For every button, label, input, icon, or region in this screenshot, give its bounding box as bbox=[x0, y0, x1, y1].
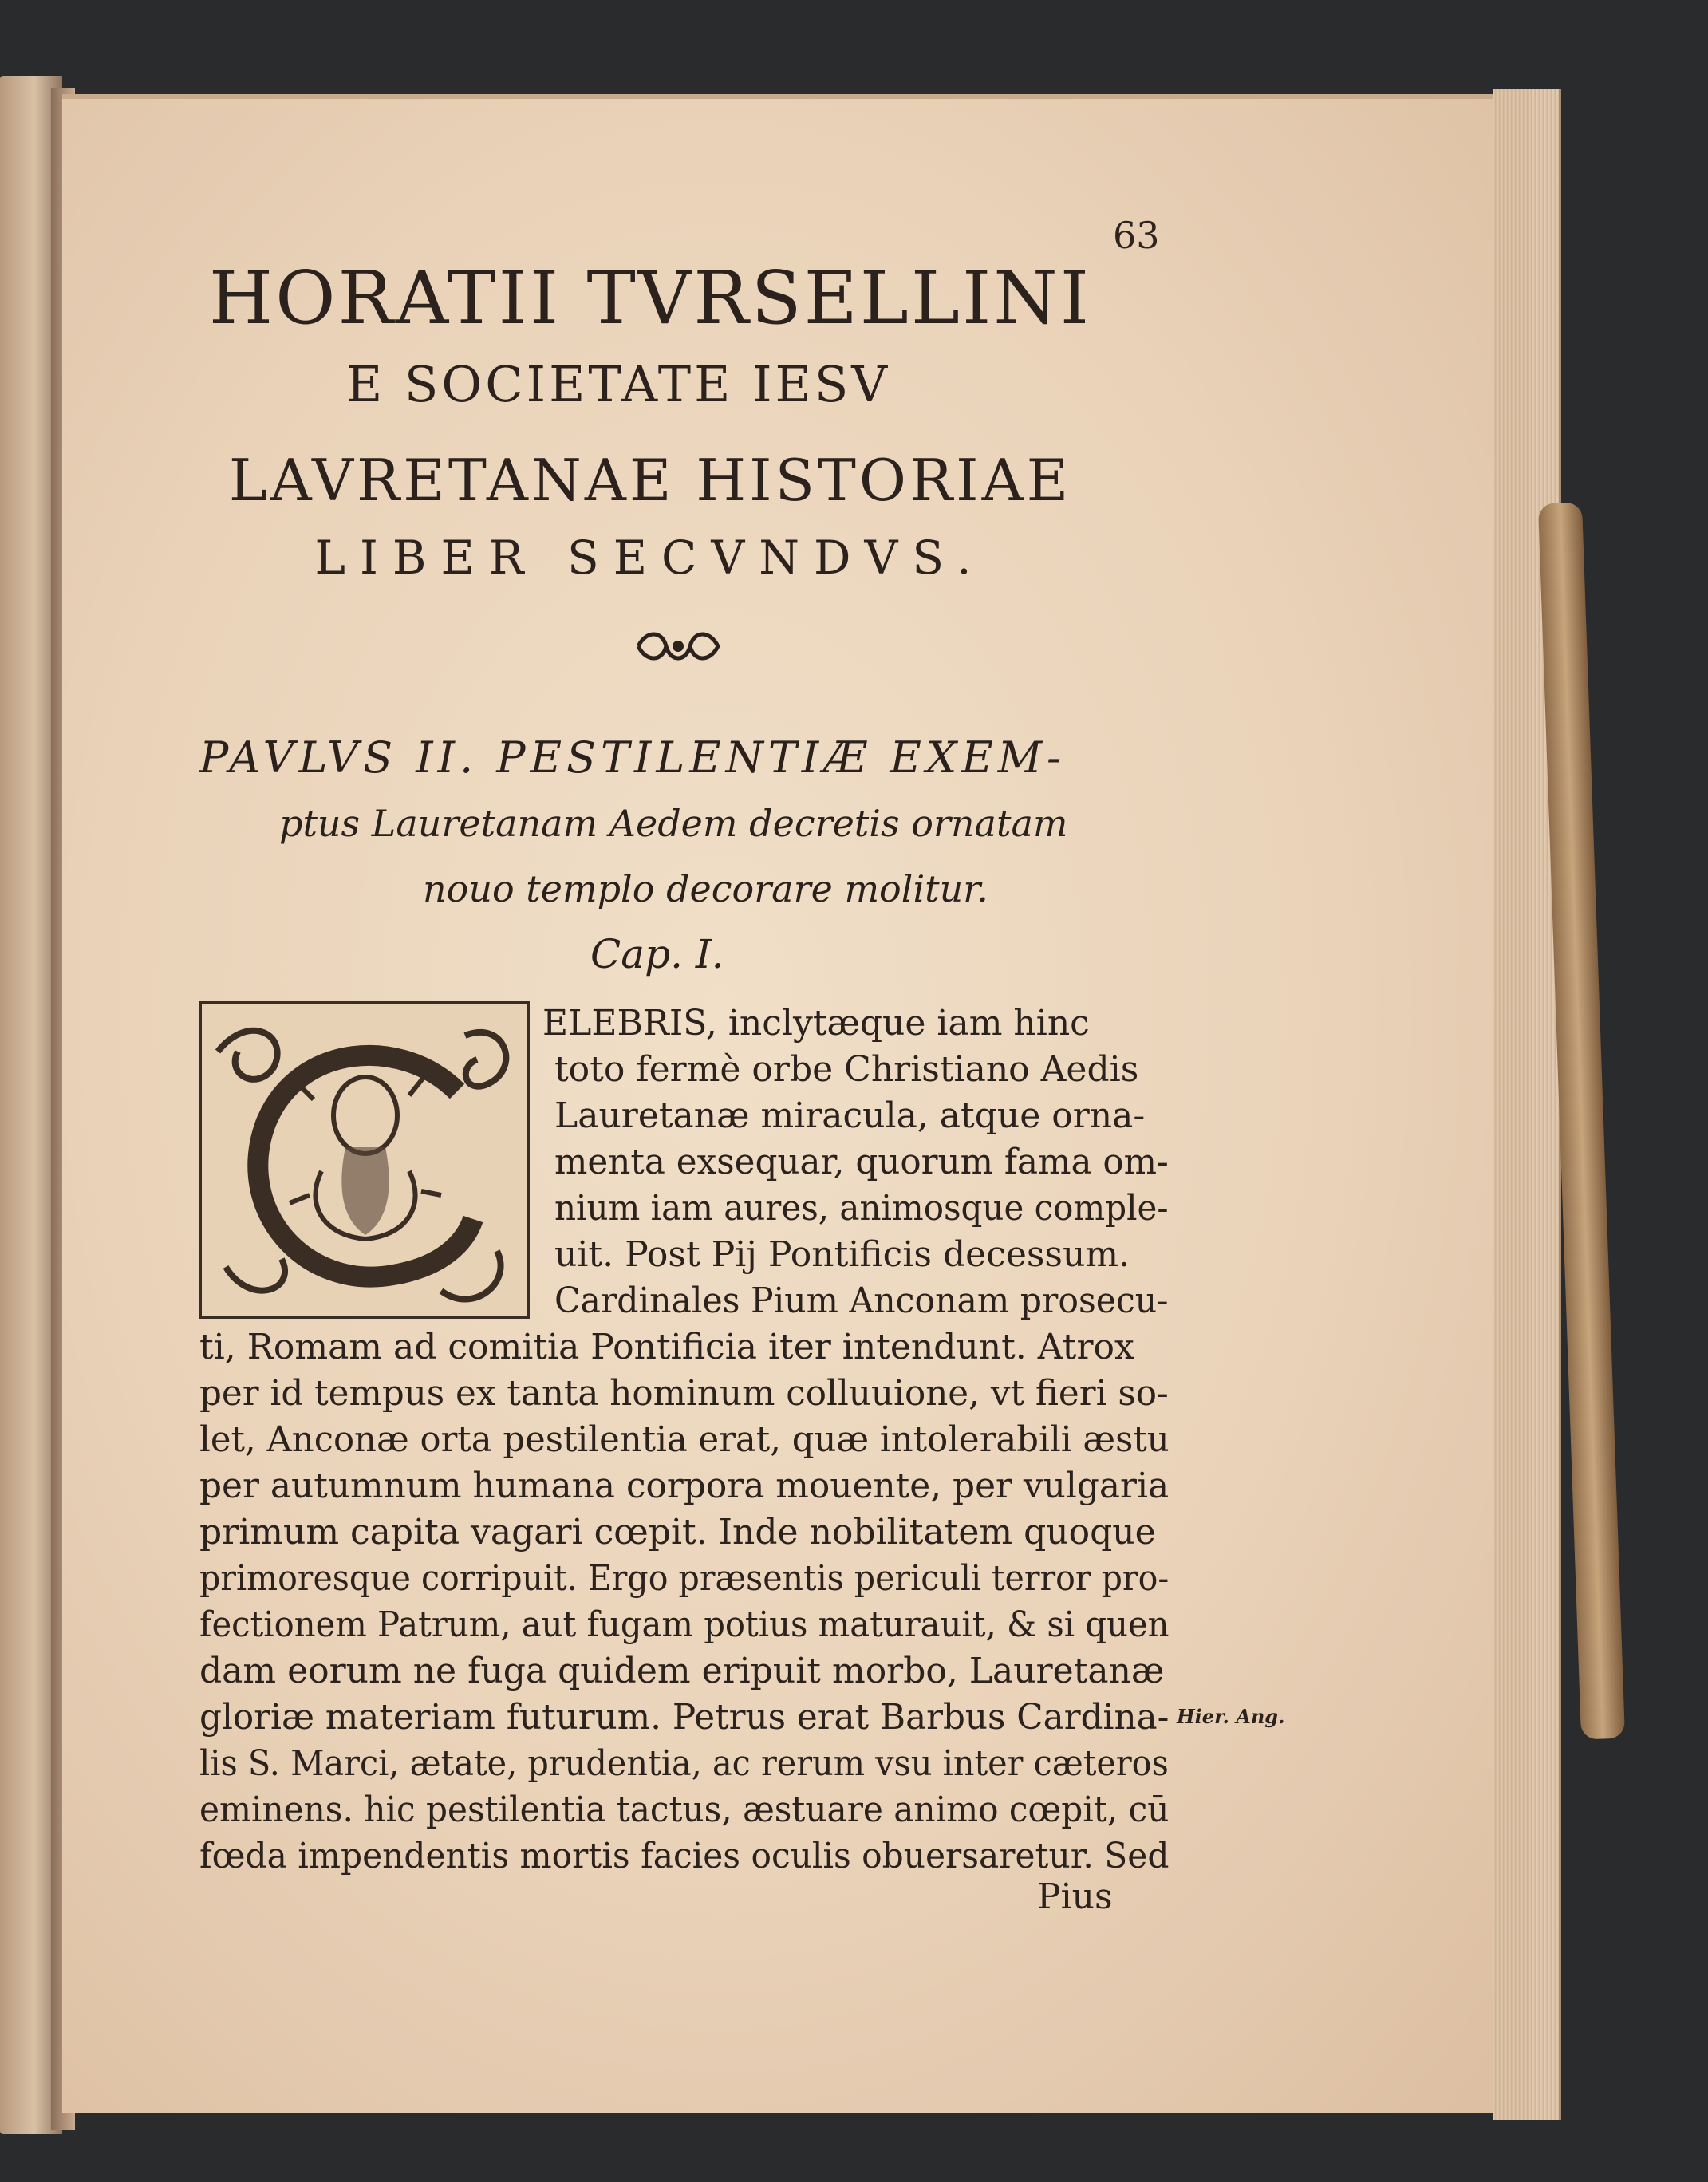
body-line-14: fectionem Patrum, aut fugam potius maturauit, & si quen bbox=[199, 1604, 1170, 1645]
body-line-13: primoresque corripuit. Ergo præsentis periculi terror pro- bbox=[199, 1558, 1170, 1599]
body-line-15: dam eorum ne fuga quidem eripuit morbo, Lauretanæ bbox=[199, 1651, 1165, 1691]
catchword: Pius bbox=[1037, 1876, 1113, 1917]
body-line-5: nium iam aures, animosque comple- bbox=[554, 1188, 1169, 1229]
body-line-4: menta exsequar, quorum fama om- bbox=[554, 1142, 1169, 1182]
chapter-number: Cap. I. bbox=[590, 931, 724, 977]
title-author: HORATII TVRSELLINI bbox=[208, 255, 1092, 341]
body-line-11: per autumnum humana corpora mouente, per vulgaria bbox=[199, 1466, 1170, 1506]
page-edges bbox=[1493, 89, 1561, 2120]
title-book: LIBER SECVNDVS. bbox=[314, 531, 986, 585]
body-line-6: uit. Post Pij Pontificis decessum. bbox=[554, 1234, 1130, 1275]
decorated-initial-c-icon bbox=[199, 1001, 530, 1319]
marginal-note: Hier. Ang. bbox=[1177, 1705, 1285, 1728]
body-line-16: gloriæ materiam futurum. Petrus erat Barbus Cardina- bbox=[199, 1697, 1170, 1738]
body-line-10: let, Anconæ orta pestilentia erat, quæ intolerabili æstu bbox=[199, 1419, 1170, 1460]
title-society: E SOCIETATE IESV bbox=[345, 355, 891, 413]
body-line-12: primum capita vagari cœpit. Inde nobilitatem quoque bbox=[199, 1512, 1156, 1553]
ornament-icon bbox=[630, 626, 726, 666]
chapter-heading-line-2: ptus Lauretanam Aedem decretis ornatam bbox=[279, 802, 1068, 845]
chapter-heading-line-3: nouo templo decorare molitur. bbox=[423, 867, 988, 910]
body-line-19: fœda impendentis mortis facies oculis obuersaretur. Sed bbox=[199, 1836, 1170, 1876]
body-line-9: per id tempus ex tanta hominum colluuione, vt fieri so- bbox=[199, 1373, 1169, 1414]
body-line-18: eminens. hic pestilentia tactus, æstuare animo cœpit, cū bbox=[199, 1789, 1170, 1830]
body-line-7: Cardinales Pium Anconam prosecu- bbox=[554, 1280, 1169, 1321]
chapter-heading-line-1: PAVLVS II. PESTILENTIÆ EXEM- bbox=[199, 732, 1067, 783]
body-line-17: lis S. Marci, ætate, prudentia, ac rerum vsu inter cæteros bbox=[199, 1743, 1169, 1784]
title-work: LAVRETANAE HISTORIAE bbox=[228, 447, 1072, 514]
body-line-2: toto fermè orbe Christiano Aedis bbox=[554, 1049, 1139, 1090]
body-line-1: ELEBRIS, inclytæque iam hinc bbox=[542, 1003, 1090, 1044]
page-number: 63 bbox=[1113, 214, 1160, 257]
body-line-3: Lauretanæ miracula, atque orna- bbox=[554, 1095, 1146, 1136]
body-line-8: ti, Romam ad comitia Pontificia iter intendunt. Atrox bbox=[199, 1327, 1134, 1367]
